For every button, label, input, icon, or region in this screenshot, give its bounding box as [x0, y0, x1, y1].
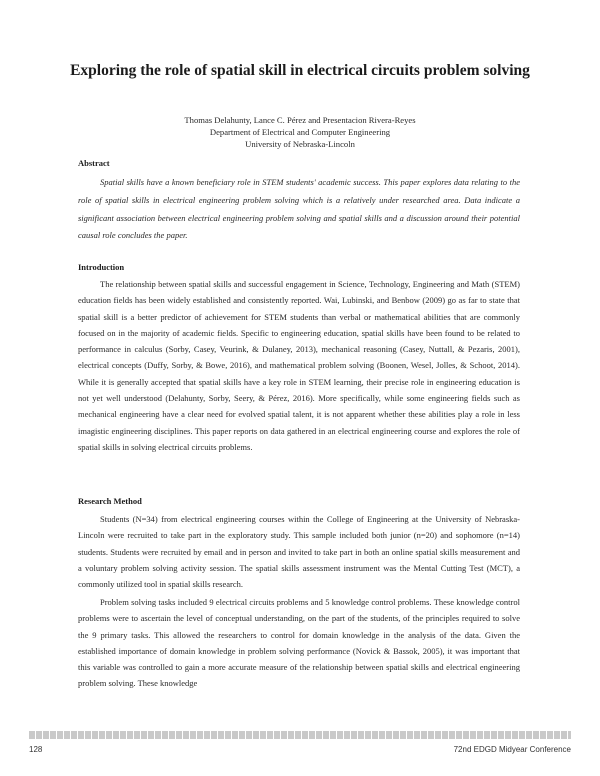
- footer-bar-segment: [568, 731, 571, 739]
- footer-bar-segment: [218, 731, 224, 739]
- footer-bar-segment: [316, 731, 322, 739]
- footer-bar-segment: [211, 731, 217, 739]
- footer-bar-segment: [92, 731, 98, 739]
- footer-bar-segment: [148, 731, 154, 739]
- footer-bar-segment: [302, 731, 308, 739]
- author-department: Department of Electrical and Computer Engineering: [209, 127, 391, 137]
- footer-bar-segment: [36, 731, 42, 739]
- footer-bar-segment: [295, 731, 301, 739]
- footer-bar-segment: [232, 731, 238, 739]
- footer-bar-segment: [547, 731, 553, 739]
- footer-bar-segment: [281, 731, 287, 739]
- paper-title: Exploring the role of spatial skill in electrical circuits problem solving: [70, 62, 530, 79]
- footer-bar-segment: [449, 731, 455, 739]
- introduction-heading: Introduction: [78, 262, 125, 272]
- footer-bar-segment: [204, 731, 210, 739]
- footer-bar-segment: [253, 731, 259, 739]
- footer-bar-segment: [183, 731, 189, 739]
- footer-bar-segment: [484, 731, 490, 739]
- footer-bar-segment: [330, 731, 336, 739]
- footer-bar-segment: [43, 731, 49, 739]
- footer-bar-segment: [400, 731, 406, 739]
- footer-bar-segment: [498, 731, 504, 739]
- abstract-text: Spatial skills have a known beneficiary role in STEM students' academic success. This paper explores data relating to the role of spatial skills in electrical engineering problem solving which is a relatively under researched area. Data indicate a significant association between electrical engineering problem solving and spatial skills and a discussion around their potential causal role concludes the paper.: [78, 177, 520, 241]
- footer-bar-segment: [337, 731, 343, 739]
- footer-bar-segment: [141, 731, 147, 739]
- abstract-heading: Abstract: [78, 158, 110, 168]
- footer-bar-segment: [169, 731, 175, 739]
- footer-bar-segment: [533, 731, 539, 739]
- footer-bar-segment: [99, 731, 105, 739]
- footer-bar-segment: [442, 731, 448, 739]
- author-names: Thomas Delahunty, Lance C. Pérez and Presentacion Rivera-Reyes: [184, 115, 416, 125]
- author-university: University of Nebraska-Lincoln: [245, 139, 355, 149]
- footer-bar-segment: [428, 731, 434, 739]
- footer-bar-segment: [477, 731, 483, 739]
- page-number: 128: [29, 745, 43, 754]
- footer-bar-segment: [85, 731, 91, 739]
- footer-bar-segment: [288, 731, 294, 739]
- footer-bar-segment: [225, 731, 231, 739]
- footer-bar-segment: [386, 731, 392, 739]
- footer-bar-segment: [540, 731, 546, 739]
- footer-bar-segment: [71, 731, 77, 739]
- footer-bar-segment: [190, 731, 196, 739]
- footer-bar-segment: [351, 731, 357, 739]
- footer-bar-segment: [372, 731, 378, 739]
- research-method-heading: Research Method: [78, 496, 142, 506]
- footer-bar-segment: [239, 731, 245, 739]
- footer-bar-segment: [113, 731, 119, 739]
- footer-bar-segment: [29, 731, 35, 739]
- footer-divider-bar: [29, 731, 571, 739]
- footer-bar-segment: [106, 731, 112, 739]
- research-method-paragraph-1: Students (N=34) from electrical engineering courses within the College of Engineering at the University of Nebraska-Lincoln were recruited to take part in the exploratory study. This sample included both junior (n=20) and sophomore (n=14) students. Students were recruited by email and in person and invited to take part in both an online spatial skills measurement and a voluntary problem solving activity session. The spatial skills assessment instrument was the Mental Cutting Test (MCT), a commonly utilized tool in spatial skills research.: [78, 514, 520, 590]
- footer-bar-segment: [519, 731, 525, 739]
- footer-bar-segment: [463, 731, 469, 739]
- introduction-text: The relationship between spatial skills and successful engagement in Science, Technology, Engineering and Math (STEM) education fields has been widely established and consistently reported. Wai, Lubinski, and Benbow (2009) go as far to state that spatial skill is a better predictor of achievement for STEM students than verbal or mathematical abilities that are commonly focused on in the majority of academic fields. Specific to engineering education, spatial skills have been found to be related to performance in calculus (Sorby, Casey, Veurink, & Dulaney, 2013), mechanical reasoning (Casey, Nuttall, & Pezaris, 2001), electrical concepts (Duffy, Sorby, & Bowe, 2016), and mathematical problem solving (Boonen, Wesel, Jolles, & Schoot, 2014). While it is generally accepted that spatial skills have a key role in STEM learning, their precise role in engineering education is not yet well understood (Delahunty, Sorby, Seery, & Pérez, 2016). More specifically, while some engineering fields such as mechanical engineering have a clear need for evolved spatial talent, it is not apparent whether these abilities play a role in less imagistic engineering disciplines. This paper reports on data gathered in an electrical engineering course and explores the role of spatial skills in solving electrical circuits problems.: [78, 279, 520, 452]
- footer-bar-segment: [78, 731, 84, 739]
- footer-bar-segment: [435, 731, 441, 739]
- footer-bar-segment: [407, 731, 413, 739]
- footer-bar-segment: [491, 731, 497, 739]
- footer-bar-segment: [197, 731, 203, 739]
- footer-bar-segment: [561, 731, 567, 739]
- footer-bar-segment: [365, 731, 371, 739]
- footer-bar-segment: [421, 731, 427, 739]
- footer-bar-segment: [155, 731, 161, 739]
- footer-bar-segment: [414, 731, 420, 739]
- footer-bar-segment: [358, 731, 364, 739]
- conference-name: 72nd EDGD Midyear Conference: [453, 745, 571, 754]
- footer-bar-segment: [162, 731, 168, 739]
- footer-bar-segment: [267, 731, 273, 739]
- footer-bar-segment: [127, 731, 133, 739]
- footer-bar-segment: [323, 731, 329, 739]
- footer-bar-segment: [260, 731, 266, 739]
- footer-bar-segment: [456, 731, 462, 739]
- footer-bar-segment: [512, 731, 518, 739]
- footer-bar-segment: [134, 731, 140, 739]
- footer-bar-segment: [344, 731, 350, 739]
- footer-bar-segment: [526, 731, 532, 739]
- footer-bar-segment: [393, 731, 399, 739]
- footer-bar-segment: [50, 731, 56, 739]
- footer-bar-segment: [176, 731, 182, 739]
- footer-bar-segment: [309, 731, 315, 739]
- footer-bar-segment: [274, 731, 280, 739]
- research-method-paragraph-2: Problem solving tasks included 9 electrical circuits problems and 5 knowledge control problems. These knowledge control problems were to ascertain the level of conceptual understanding, on the part of the students, of the principles required to solve the 9 primary tasks. This allowed the researchers to control for domain knowledge in the analysis of the data. Given the established importance of domain knowledge in problem solving performance (Novick & Bassok, 2005), it was important that this variable was controlled to gain a more accurate measure of the relationship between spatial skills and electrical engineering problem solving. These knowledge: [78, 597, 520, 689]
- footer-bar-segment: [554, 731, 560, 739]
- footer-bar-segment: [57, 731, 63, 739]
- author-block: [60, 114, 540, 150]
- footer-bar-segment: [120, 731, 126, 739]
- footer-bar-segment: [379, 731, 385, 739]
- footer-bar-segment: [505, 731, 511, 739]
- footer-bar-segment: [64, 731, 70, 739]
- footer-bar-segment: [470, 731, 476, 739]
- footer-bar-segment: [246, 731, 252, 739]
